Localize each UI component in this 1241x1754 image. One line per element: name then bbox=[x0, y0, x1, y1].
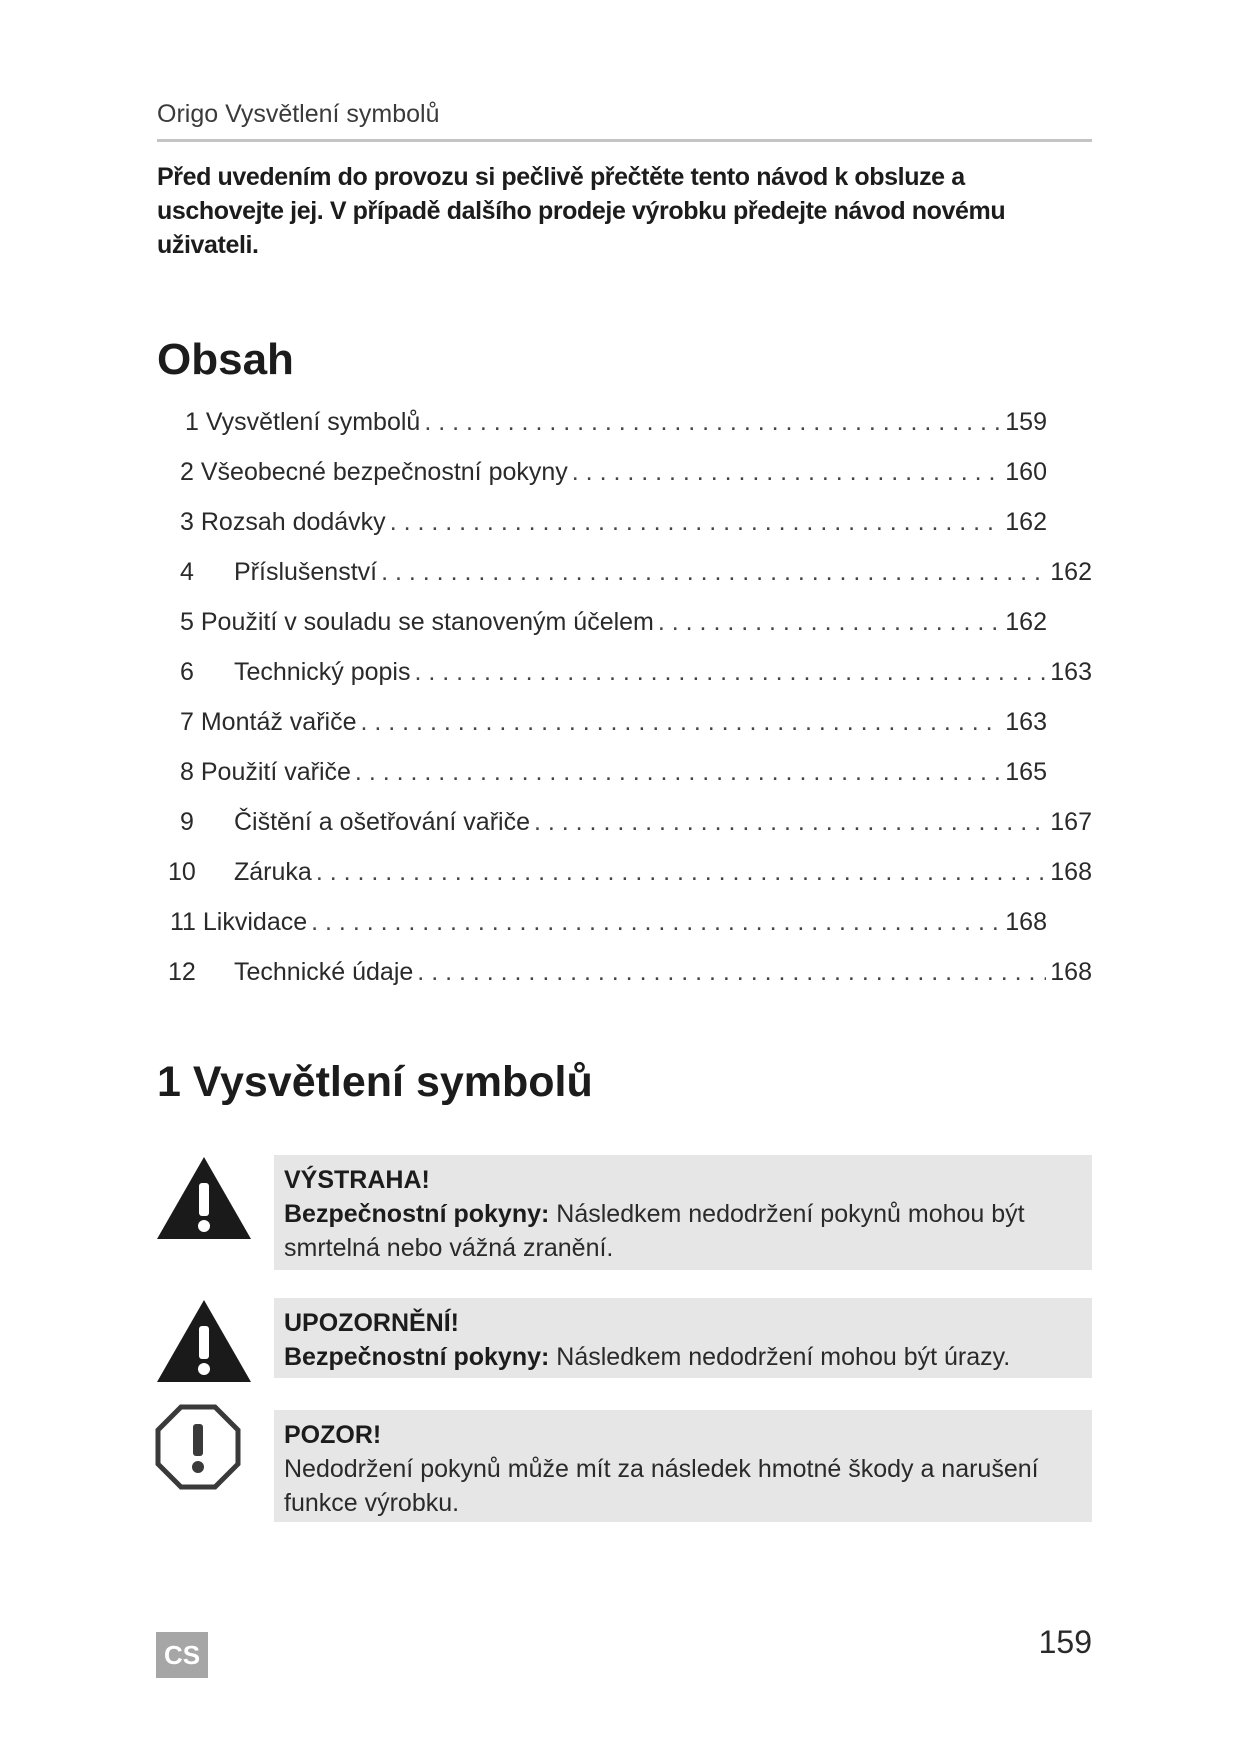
toc-item-title: Všeobecné bezpečnostní pokyny bbox=[200, 458, 568, 486]
toc-item-title: Záruka bbox=[234, 858, 312, 886]
toc-item-number: 9 bbox=[180, 808, 194, 836]
toc-item[interactable] bbox=[180, 508, 1047, 542]
toc-item-number: 3 bbox=[180, 508, 194, 536]
toc-item-title: Technický popis bbox=[234, 658, 411, 686]
toc-item-title: Rozsah dodávky bbox=[200, 508, 386, 536]
toc-leader-dots bbox=[417, 958, 1046, 987]
toc-item[interactable] bbox=[180, 758, 1047, 792]
notice-heading: VÝSTRAHA! bbox=[284, 1166, 430, 1194]
toc-item-number: 12 bbox=[168, 958, 196, 986]
toc-leader-dots bbox=[355, 758, 1001, 787]
toc-item[interactable] bbox=[180, 558, 1092, 592]
notice-text: Následkem nedodržení mohou být úrazy. bbox=[549, 1343, 1011, 1371]
toc-item-number: 8 bbox=[180, 758, 194, 786]
notice-body bbox=[284, 1197, 1082, 1265]
toc-item-title: Čištění a ošetřování vařiče bbox=[234, 808, 530, 836]
notice-lead: Bezpečnostní pokyny: bbox=[284, 1200, 550, 1228]
header-rule bbox=[157, 139, 1092, 142]
toc-leader-dots bbox=[390, 508, 1002, 537]
toc-item-title: Likvidace bbox=[202, 908, 308, 936]
toc-leader-dots bbox=[658, 608, 1001, 637]
toc-item-number: 10 bbox=[168, 858, 196, 886]
section-title: 1 Vysvětlení symbolů bbox=[157, 1058, 593, 1106]
toc-item-number: 7 bbox=[180, 708, 194, 736]
caution-notice bbox=[274, 1298, 1092, 1378]
toc-item[interactable] bbox=[180, 608, 1047, 642]
toc-item-title: Příslušenství bbox=[234, 558, 378, 586]
toc-leader-dots bbox=[424, 408, 1001, 437]
toc-leader-dots bbox=[414, 658, 1046, 687]
toc-item-page: 163 bbox=[1005, 708, 1047, 736]
toc-item-page: 160 bbox=[1005, 458, 1047, 486]
notice-body bbox=[284, 1340, 1082, 1374]
toc-item-title: Montáž vařiče bbox=[200, 708, 357, 736]
running-header: Origo Vysvětlení symbolů bbox=[157, 100, 440, 128]
toc-leader-dots bbox=[381, 558, 1046, 587]
toc-item-number: 5 bbox=[180, 608, 194, 636]
language-badge: CS bbox=[156, 1632, 208, 1678]
toc-item[interactable] bbox=[168, 958, 1092, 992]
toc-item[interactable] bbox=[168, 858, 1092, 892]
toc-item[interactable] bbox=[170, 908, 1047, 942]
toc-item-page: 162 bbox=[1005, 508, 1047, 536]
toc-item-page: 163 bbox=[1050, 658, 1092, 686]
toc-item-page: 168 bbox=[1050, 958, 1092, 986]
toc-item-number: 4 bbox=[180, 558, 194, 586]
toc-item-number: 6 bbox=[180, 658, 194, 686]
toc-item-number: 1 bbox=[185, 408, 199, 436]
notice-notice bbox=[274, 1410, 1092, 1522]
toc-item-title: Vysvětlení symbolů bbox=[205, 408, 421, 436]
toc-leader-dots bbox=[311, 908, 1001, 937]
toc-item-title: Použití v souladu se stanoveným účelem bbox=[200, 608, 654, 636]
toc-item-title: Technické údaje bbox=[234, 958, 414, 986]
toc-item-page: 165 bbox=[1005, 758, 1047, 786]
caution-triangle-icon bbox=[155, 1298, 253, 1384]
toc-item-page: 162 bbox=[1005, 608, 1047, 636]
toc-item[interactable] bbox=[180, 658, 1092, 692]
toc-leader-dots bbox=[534, 808, 1046, 837]
notice-text: Následkem nedodržení pokynů mohou být smrtelná nebo vážná zranění. bbox=[284, 1200, 1025, 1262]
toc-item[interactable] bbox=[185, 408, 1047, 442]
toc-item[interactable] bbox=[180, 708, 1047, 742]
toc-title: Obsah bbox=[157, 335, 294, 384]
notice-heading: UPOZORNĚNÍ! bbox=[284, 1309, 459, 1337]
warning-triangle-icon bbox=[155, 1155, 253, 1241]
toc-item[interactable] bbox=[180, 808, 1092, 842]
toc-leader-dots bbox=[572, 458, 1002, 487]
notice-lead: Bezpečnostní pokyny: bbox=[284, 1343, 550, 1371]
toc-item-page: 159 bbox=[1005, 408, 1047, 436]
warning-notice bbox=[274, 1155, 1092, 1270]
toc-item-number: 2 bbox=[180, 458, 194, 486]
page-number: 159 bbox=[1038, 1624, 1092, 1660]
intro-text: Před uvedením do provozu si pečlivě přečtěte tento návod k obsluze a uschovejte jej. V případě dalšího prodeje výrobku předejte návod novému uživateli. bbox=[157, 163, 1006, 259]
notice-heading: POZOR! bbox=[284, 1421, 382, 1449]
toc-item-title: Použití vařiče bbox=[200, 758, 351, 786]
notice-text: Nedodržení pokynů může mít za následek hmotné škody a narušení funkce výrobku. bbox=[284, 1455, 1039, 1517]
toc-item-page: 168 bbox=[1005, 908, 1047, 936]
toc-item-page: 168 bbox=[1050, 858, 1092, 886]
toc-item-page: 162 bbox=[1050, 558, 1092, 586]
toc-item-number: 11 bbox=[170, 908, 196, 936]
notice-octagon-icon bbox=[155, 1404, 241, 1490]
toc-leader-dots bbox=[316, 858, 1046, 887]
toc-leader-dots bbox=[360, 708, 1001, 737]
toc-item[interactable] bbox=[180, 458, 1047, 492]
toc-item-page: 167 bbox=[1050, 808, 1092, 836]
